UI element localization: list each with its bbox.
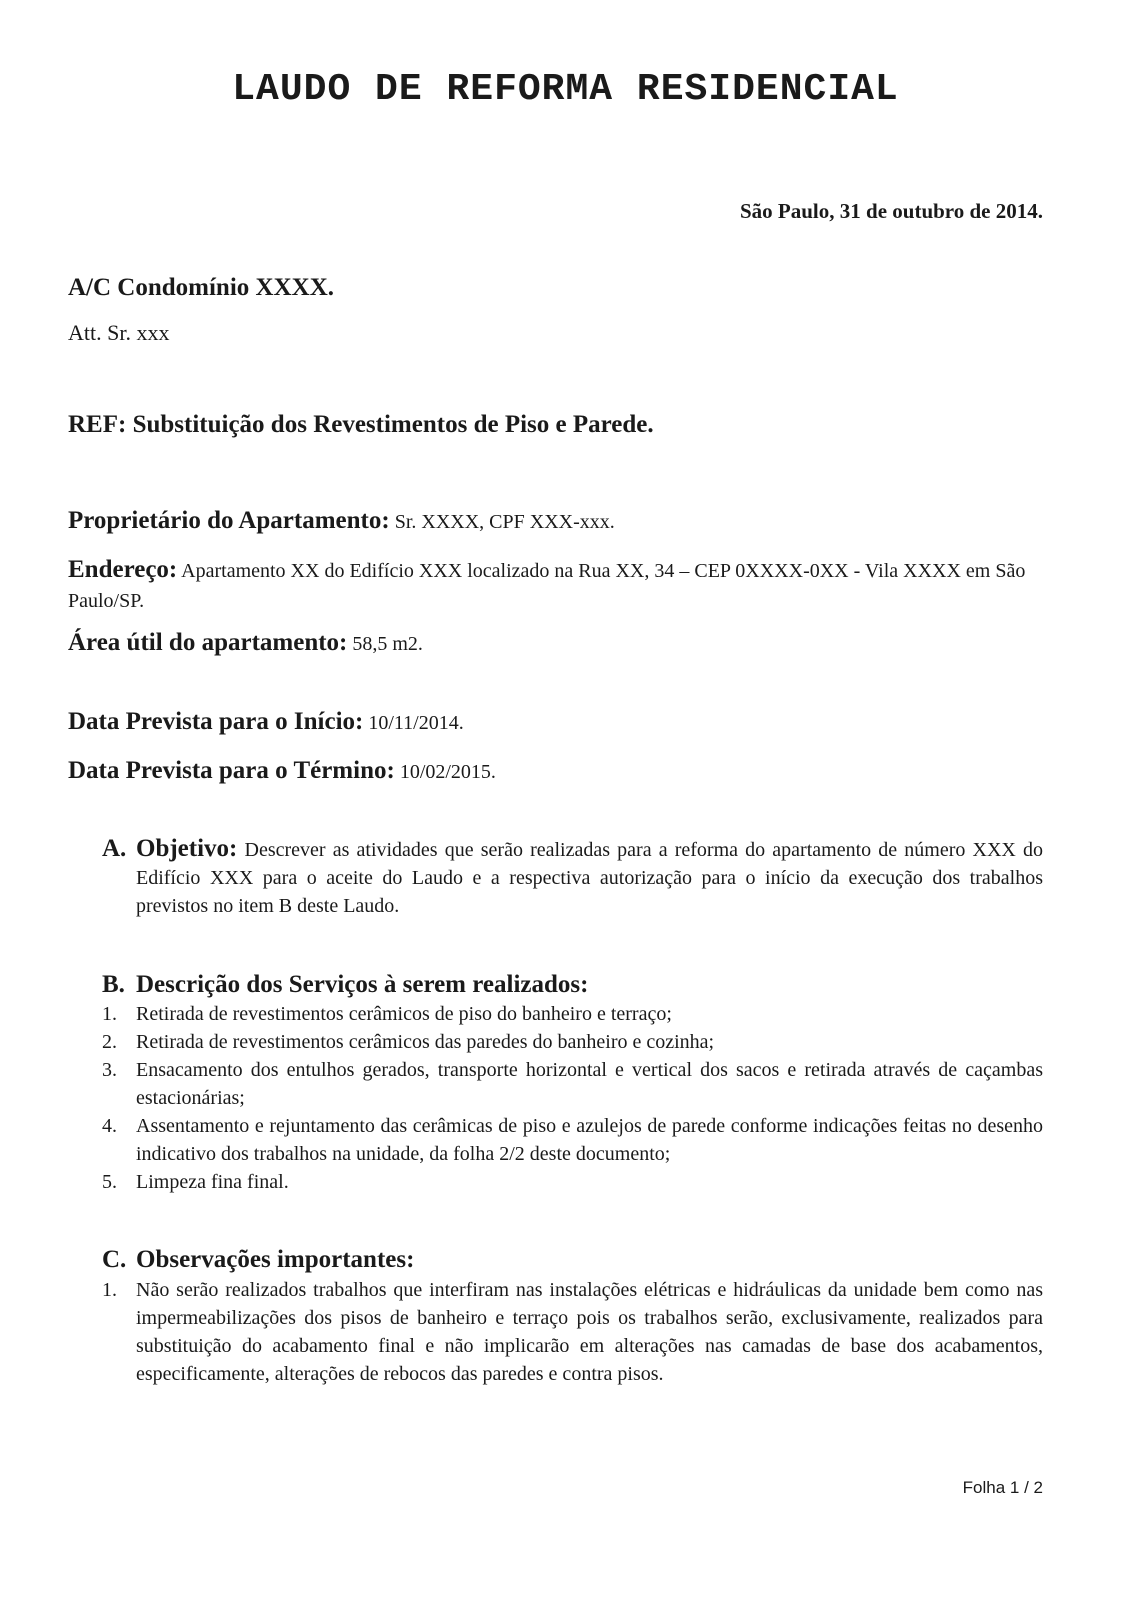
section-c-heading	[102, 1246, 414, 1274]
addressee: A/C Condomínio XXXX.	[68, 274, 335, 301]
attention-line: Att. Sr. xxx	[68, 320, 170, 345]
section-b-heading	[102, 971, 588, 999]
section-a-letter: A.	[102, 835, 127, 862]
section-c-letter: C.	[102, 1246, 127, 1273]
owner-label: Proprietário do Apartamento:	[68, 507, 390, 534]
list-item-text: Retirada de revestimentos cerâmicos das paredes do banheiro e cozinha;	[136, 1031, 715, 1053]
section-c-title: Observações importantes:	[136, 1246, 415, 1273]
area-label: Área útil do apartamento:	[68, 629, 348, 656]
page-number: Folha 1 / 2	[962, 1478, 1043, 1497]
reference-line: REF: Substituição dos Revestimentos de Piso e Parede.	[68, 411, 654, 438]
address-value: Apartamento XX do Edifício XXX localizado na Rua XX, 34 – CEP 0XXXX-0XX - Vila XXXX em São Paulo/SP.	[68, 560, 1026, 612]
list-item-text: Não serão realizados trabalhos que interfiram nas instalações elétricas e hidráulicas da unidade bem como nas impermeabilizações dos pisos de banheiro e terraço pois os trabalhos serão, exclusivamente, realizados para substituição do acabamento final e não implicarão em alterações nas camadas de base dos acabamentos, especificamente, alterações de rebocos das paredes e contra pisos.	[136, 1279, 1043, 1385]
owner-value: Sr. XXXX, CPF XXX-xxx.	[394, 511, 615, 533]
owner-field	[68, 507, 1043, 535]
start-date-label: Data Prevista para o Início:	[68, 708, 364, 735]
section-a-text: Descrever as atividades que serão realizadas para a reforma do apartamento de número XXX do Edifício XXX para o aceite do Laudo e a respectiva autorização para o início da execução dos trabalhos previstos no item B deste Laudo.	[136, 839, 1043, 917]
start-date-field	[68, 708, 1043, 736]
section-b-title: Descrição dos Serviços à serem realizados:	[136, 971, 589, 998]
list-item-text: Limpeza fina final.	[136, 1171, 289, 1193]
list-item-number: 5.	[102, 1171, 117, 1193]
list-item-number: 3.	[102, 1059, 117, 1081]
section-b-letter: B.	[102, 971, 125, 998]
address-field	[68, 555, 1043, 616]
list-item-text: Ensacamento dos entulhos gerados, transporte horizontal e vertical dos sacos e retirada através de caçambas estacionárias;	[136, 1059, 1043, 1109]
list-item	[102, 1056, 1043, 1112]
end-date-label: Data Prevista para o Término:	[68, 757, 395, 784]
start-date-value: 10/11/2014.	[368, 712, 464, 734]
list-item	[102, 1028, 1043, 1056]
list-item	[102, 1000, 1043, 1028]
end-date-field	[68, 757, 1043, 785]
list-item	[102, 1168, 1043, 1196]
section-a-label: Objetivo:	[136, 835, 238, 862]
address-label: Endereço:	[68, 556, 178, 583]
list-item-text: Retirada de revestimentos cerâmicos de piso do banheiro e terraço;	[136, 1003, 672, 1025]
list-item	[102, 1276, 1043, 1388]
list-item-number: 4.	[102, 1115, 117, 1137]
observations-list	[102, 1276, 1043, 1388]
list-item-number: 2.	[102, 1031, 117, 1053]
area-value: 58,5 m2.	[352, 633, 423, 655]
list-item-number: 1.	[102, 1003, 117, 1025]
list-item-text: Assentamento e rejuntamento das cerâmicas de piso e azulejos de parede conforme indicações feitas no desenho indicativo dos trabalhos na unidade, da folha 2/2 deste documento;	[136, 1115, 1043, 1165]
list-item	[102, 1112, 1043, 1168]
services-list	[102, 1000, 1043, 1196]
end-date-value: 10/02/2015.	[399, 761, 496, 783]
section-objective	[102, 835, 1043, 920]
document-date: São Paulo, 31 de outubro de 2014.	[740, 199, 1043, 223]
document-title: LAUDO DE REFORMA RESIDENCIAL	[232, 68, 899, 111]
area-field	[68, 629, 1043, 657]
list-item-number: 1.	[102, 1279, 117, 1301]
